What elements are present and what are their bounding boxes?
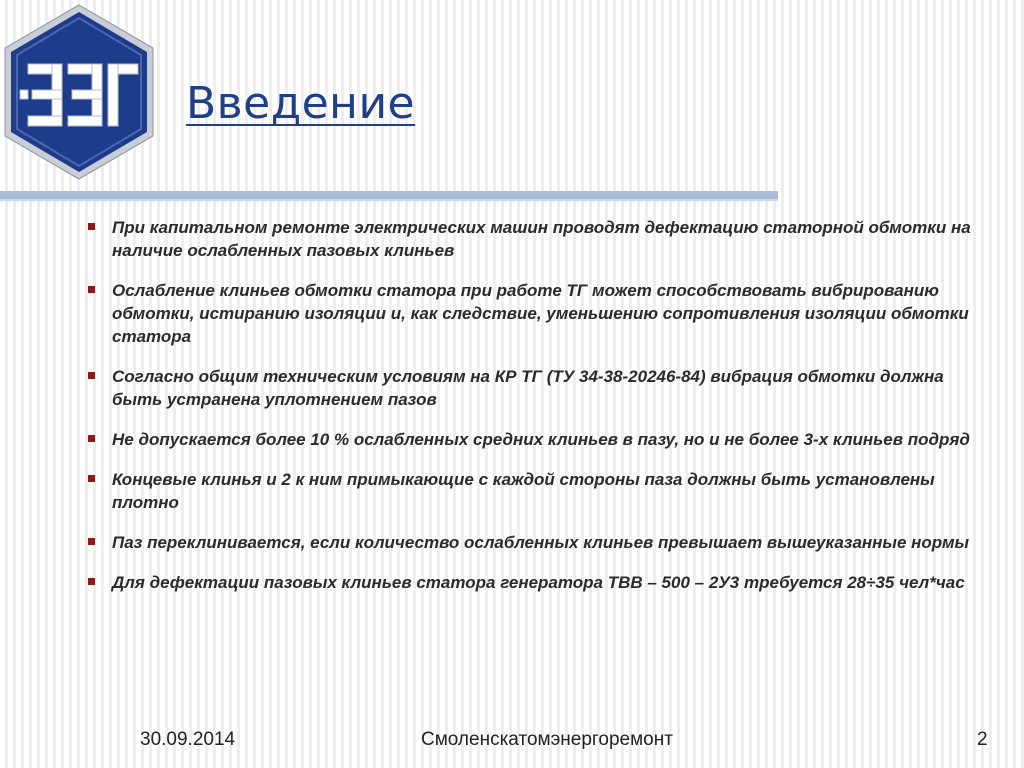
bullet-text: Для дефектации пазовых клиньев статора генератора ТВВ – 500 – 2У3 требуется 28÷35 чел*час — [112, 573, 965, 592]
bullet-list — [88, 216, 988, 611]
slide-title: Введение — [186, 78, 416, 129]
bullet-item — [88, 571, 988, 594]
bullet-item — [88, 428, 988, 451]
bullet-text: Ослабление клиньев обмотки статора при работе ТГ может способствовать вибрированию обмотки, истиранию изоляции и, как следствие, уменьшению сопротивления изоляции обмотки статора — [112, 281, 969, 346]
footer-date: 30.09.2014 — [140, 729, 236, 750]
bullet-square-icon — [88, 435, 95, 442]
bullet-item — [88, 531, 988, 554]
slide-number: 2 — [977, 729, 988, 750]
bullet-square-icon — [88, 286, 95, 293]
bullet-text: Согласно общим техническим условиям на КР ТГ (ТУ 34-38-20246-84) вибрация обмотки должна быть устранена уплотнением пазов — [112, 367, 944, 409]
title-divider-shadow — [0, 199, 778, 201]
bullet-square-icon — [88, 538, 95, 545]
bullet-item — [88, 279, 988, 348]
company-logo — [2, 2, 156, 182]
bullet-item — [88, 468, 988, 514]
bullet-square-icon — [88, 475, 95, 482]
bullet-text: Концевые клинья и 2 к ним примыкающие с каждой стороны паза должны быть установлены плотно — [112, 470, 935, 512]
bullet-text: Паз переклинивается, если количество ослабленных клиньев превышает вышеуказанные нормы — [112, 533, 970, 552]
bullet-text: Не допускается более 10 % ослабленных средних клиньев в пазу, но и не более 3-х клиньев подряд — [112, 430, 970, 449]
bullet-text: При капитальном ремонте электрических машин проводят дефектацию статорной обмотки на наличие ослабленных пазовых клиньев — [112, 218, 971, 260]
bullet-square-icon — [88, 223, 95, 230]
bullet-item — [88, 365, 988, 411]
title-divider — [0, 191, 778, 199]
bullet-item — [88, 216, 988, 262]
bullet-square-icon — [88, 578, 95, 585]
footer-organization: Смоленскатомэнергоремонт — [421, 729, 673, 750]
bullet-square-icon — [88, 372, 95, 379]
